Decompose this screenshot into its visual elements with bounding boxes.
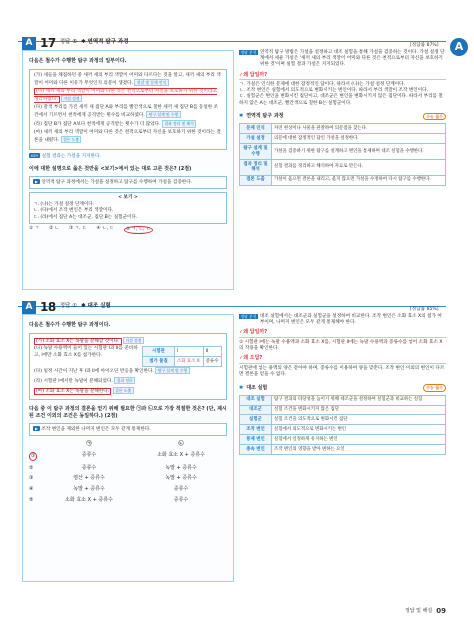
table-row: 실험군 실험 조건을 의도적으로 변화시킨 집단 [240,415,446,425]
q17-question-box [22,50,234,290]
q18-passage-line: (라) 시험관 I에서만 녹말이 분해되었다. 결과 정리 [34,377,222,385]
q17-passage-line: (다) 갈색 부리를 가진 새끼 새 집단 A와 부리를 빨간색으로 칠한 새끼 새 집단 B를 동일한 조건에서 기르면서 천적에게 공격받는 횟수를 비교하였다. 탐구 설계 및 수행 [34,104,219,118]
q18-stem: 다음은 철수가 수행한 탐구 과정이다. [29,322,111,328]
choice-1[interactable]: ① ㄱ [29,225,40,231]
q18-subquestion: 다음 중 이 탐구 과정의 결론을 얻기 위해 필요한 ㉠과 ㉡으로 가장 적절한 것은? (단, 제시된 조건 이외의 조건은 동일하다.) (2점) [29,406,227,420]
q17-choices [29,226,227,234]
q18-why2-item: 시험관에 넣는 용액의 양은 같아야 하며, 증류수를 이용하여 양을 맞춘다. 조작 변인 이외의 변인이 다르면 결론을 얻을 수 없다. [239,365,445,378]
page-number: 09 [436,606,446,615]
page-footer [405,607,446,616]
q17-key-note: KEY 실험 결과는 가설을 지지한다. [31,152,101,159]
table-row: 통제 변인 실험에서 일정하게 유지하는 변인 [240,435,446,445]
q18-explanation [239,314,446,455]
q17-why-item: ㄱ. 가설은 인식한 문제에 대한 잠정적인 답이다. 따라서 (나)는 가설 설정 단계이다. [239,82,406,88]
q17-bogi [29,192,227,224]
q18-passage-line: (나) 녹말 수용액이 들어 있는 시험관 I과 II를 준비하고, I에만 소화 효소 X를 첨가한다. [34,346,138,358]
option-3[interactable]: ③ [29,475,34,482]
q18-rate: [정답률 85%] [410,307,439,312]
key-badge: KEY [31,152,39,158]
q18-concept-table [239,395,446,456]
q17-why-item: ㄷ. 실험군은 변인을 변화시킨 집단이고, 대조군은 변인을 변화시키지 않은 집단이다. 따라서 부리를 칠하지 않은 A는 대조군, 빨간색으로 칠한 B는 실험군이다. [239,94,443,106]
q18-why-item: ① 시험관 I에는 녹말 수용액과 소화 효소 X를, 시험관 II에는 녹말 수용액과 증류수를 넣어 소화 효소 X의 작용을 확인한다. [239,339,443,352]
table-row: 결론 도출 가설이 옳으면 결론을 내리고, 옳지 않으면 가설을 수정하여 다시 탐구를 수행한다. [240,175,446,185]
q17-explanation [239,50,446,186]
q17-passage-line: (마) 새끼 새의 부리 색깔이 어미와 다른 것은 천적으로부터 자신을 보호하기 위한 것이라는 결론을 내렸다. 결론 도출 [34,130,221,144]
footer-label: 정답 및 해설 [404,607,433,614]
option-2[interactable]: ② [29,464,34,471]
table-row: 결과 정리 및 해석 실험 결과를 정리하고 해석하여 자료로 만든다. [240,160,446,176]
choice-4[interactable]: ④ ㄴ, ㄷ [96,225,114,231]
table-row: 탐구 설계 및 수행 가설을 검증하기 위한 탐구를 설계하고 변인을 통제하며 대조 실험을 수행한다. [240,144,446,160]
q17-answer: 정답 ⑤ [59,39,78,46]
bogi-item: ㄴ. (다)에서 조작 변인은 부리 색깔이다. [33,208,114,214]
q17-why-item: ㄴ. 조작 변인은 실험에서 의도적으로 변화시키는 변인이다. 따라서 부리 색깔이 조작 변인이다. [239,88,429,94]
q18-why2-title: ✓왜 오답? [239,355,263,362]
bogi-item: ㄱ. (나)는 가설 설정 단계이다. [33,202,95,208]
option-4[interactable]: ④ [29,486,34,493]
table-row: 대조 실험 탐구 결과의 타당성을 높이기 위해 대조군을 설정하여 실험군과 비교하는 실험 [240,395,446,405]
q17-subnote: ▶ 연역적 탐구 과정에서는 가설을 설정하고 탐구를 수행하여 가설을 검증한다. [29,176,227,189]
q18-options: ㉠ ㉡ ① 증류수 소화 효소 X + 증류수 ② 증류수 녹말 + 증류수 ③ 염산 + 증류수 녹말 + 증류수 ④ 녹말 + 증류수 증류수 ⑤ 소화 효소 X + 증류수 증류수 [29,441,205,503]
q17-section-title: ✱ 연역적 탐구 과정 수능 필수 [239,113,446,120]
q18-section-title: ✱ 대조 실험 수능 필수 [239,384,446,391]
q17-passage-line: (가) 새들을 채집하던 중 새끼 새의 부리 색깔이 어미와 다르다는 것을 알고, 새끼 새의 부리 색깔이 어미와 다른 이유가 무엇인지 의문이 생겼다. 관찰 및 문제 인식 [34,72,221,86]
q18-answer: 정답 ① [59,303,78,310]
q18-topic: ✱ 대조 실험 [81,303,111,310]
must-know-stamp: 수능 필수 [423,113,446,120]
q17-stem: 다음은 철수가 수행한 탐구 과정의 일부이다. [29,58,127,64]
q18-passage-line: (다) 일정 시간이 지난 후 I과 II에 아이오딘 반응을 확인한다. 탐구 설계 및 수행 [34,367,222,375]
must-know-stamp: 수능 필수 [423,384,446,391]
q18-passage-line: (가) 소화 효소 X는 녹말을 분해할 것이다. 가설 설정 [34,337,222,345]
q17-passage-line: (라) 집단 B가 집단 A보다 천적에게 공격받는 횟수가 더 많았다. 결과 정리 및 해석 [34,120,222,128]
q17-letter-badge: A [22,37,36,50]
q17-rate: [정답률 87%] [410,43,439,48]
table-row: 종속 변인 조작 변인의 영향을 받아 변하는 요인 [240,445,446,455]
bogi-item: ㄷ. (라)에서 집단 A는 대조군, 집단 B는 실험군이다. [33,214,138,220]
option-1[interactable]: ① [31,452,36,459]
q17-subquestion: 이에 대한 설명으로 옳은 것만을 <보기>에서 있는 대로 고른 것은? (2점) [29,166,192,173]
q18-header [22,299,111,315]
q18-answer-analysis: 정답 분석 대조 실험에서는 대조군과 실험군을 설정하여 비교한다. 조작 변인은 소화 효소 X의 첨가 여부이며, 나머지 변인은 모두 같게 통제해야 한다. [240,314,442,326]
q17-passage-line: (나) 새끼 새의 부리 색깔이 어미와 다른 것은 천적으로부터 자신을 보호하기 위한 것이라고 생각하였다. 가설 설정 [34,88,217,102]
q18-passage-line: (마) 소화 효소 X는 녹말을 분해한다. 결론 도출 [34,387,222,395]
q18-letter-badge: A [22,301,36,314]
q17-header [22,35,129,51]
q18-why-title: ✓왜 답일까? [239,329,268,336]
table-row: 가설 설정 의문에 대한 잠정적인 답인 가설을 설정한다. [240,134,446,144]
q17-answer-analysis: 정답 분석 연역적 탐구 방법은 가설을 설정하고 대조 실험을 통해 가설을 검증하는 것이다. 가설 설정 단계에서 세운 가설은 '새끼 새의 부리 색깔이 어미와 다른 것은 천적으로부터 자신을 보호하기 위한 것'이며 실험 결과 가설은 지지되었다. [240,50,445,68]
q17-number: 17 [40,36,56,50]
q18-tube-table: 시험관 I II 첨가 물질 소화 효소 X 증류수 [142,346,222,367]
q17-passage [29,69,227,150]
choice-5[interactable]: ⑤ ㄱ, ㄴ, ㄷ [124,226,153,234]
choice-3[interactable]: ③ ㄱ, ㄷ [69,225,87,231]
q17-topic: ✱ 연역적 탐구 과정 [81,39,129,46]
q18-question-box [22,314,234,582]
option-5[interactable]: ⑤ [29,496,34,503]
q17-steps-table [239,123,446,186]
table-row: 문제 인식 자연 현상이나 사물을 관찰하여 의문점을 찾는다. [240,124,446,134]
section-badge: A [450,38,468,56]
bogi-title: < 보기 > [118,195,138,201]
q18-passage [29,333,227,401]
q18-number: 18 [40,300,56,314]
q17-why-title: ✓왜 답일까? [239,71,268,78]
choice-2[interactable]: ② ㄴ [49,225,60,231]
table-row: 조작 변인 실험에서 의도적으로 변화시키는 변인 [240,425,446,435]
table-row: 대조군 실험 조건을 변화시키지 않은 집단 [240,405,446,415]
q18-subnote: ▶ 조작 변인을 제외한 나머지 변인은 모두 같게 통제한다. [29,423,227,436]
